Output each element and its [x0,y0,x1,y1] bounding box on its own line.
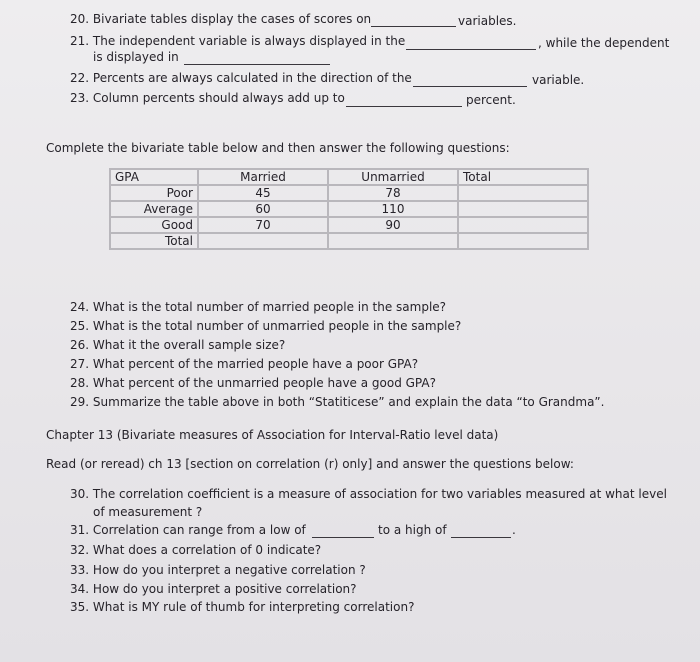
table-row [110,201,588,217]
header-total: Total [458,169,588,185]
question-text: What is the total number of unmarried people in the sample? [92,319,462,333]
question-number: 29. [70,395,90,409]
table-instruction: Complete the bivariate table below and then answer the following questions: [46,141,510,155]
question-number: 28. [70,376,90,390]
question-text: What is the total number of married people in the sample? [92,300,447,314]
question-33 [70,563,366,578]
header-married: Married [198,169,328,185]
question-number: 27. [70,357,90,371]
question-31-end: . [512,523,516,537]
unmarried-cell[interactable]: 90 [328,217,458,233]
question-text: The independent variable is always displayed in the [92,34,406,48]
question-31-mid: to a high of [378,523,447,537]
table-row [110,185,588,201]
bivariate-table [109,168,589,250]
question-number: 31. [70,523,90,537]
row-label: Good [110,217,198,233]
header-unmarried: Unmarried [328,169,458,185]
total-cell[interactable] [458,185,588,201]
question-text: What does a correlation of 0 indicate? [92,543,322,557]
question-number: 25. [70,319,90,333]
question-number: 26. [70,338,90,352]
question-text: Bivariate tables display the cases of scores on [92,12,372,26]
total-cell[interactable] [458,201,588,217]
question-27 [70,357,418,372]
unmarried-cell[interactable]: 110 [328,201,458,217]
row-label: Total [110,233,198,249]
question-number: 32. [70,543,90,557]
question-30 [70,487,667,502]
question-text: How do you interpret a positive correlation? [92,582,357,596]
question-number: 34. [70,582,90,596]
question-21 [70,34,405,49]
question-text: The correlation coefficient is a measure of association for two variables measured at what level [92,487,667,501]
question-21-line2: is displayed in [93,50,179,64]
question-20 [70,12,371,27]
question-32 [70,543,321,558]
question-text: Correlation can range from a low of [92,523,306,537]
question-31 [70,523,306,538]
chapter-heading: Chapter 13 (Bivariate measures of Association for Interval-Ratio level data) [46,428,499,442]
question-22-end: variable. [532,73,585,87]
married-cell[interactable]: 70 [198,217,328,233]
question-22 [70,71,412,86]
question-text: What is MY rule of thumb for interpreting correlation? [92,600,415,614]
question-23 [70,91,345,106]
answer-blank[interactable] [413,86,527,87]
question-23-end: percent. [466,93,516,107]
question-text: Summarize the table above in both “Statiticese” and explain the data “to Grandma”. [92,395,605,409]
answer-blank[interactable] [371,26,456,27]
question-34 [70,582,357,597]
question-text: What it the overall sample size? [92,338,286,352]
question-text: Percents are always calculated in the direction of the [92,71,412,85]
table-header-row [110,169,588,185]
question-21-end: , while the dependent [538,36,670,50]
question-number: 23. [70,91,90,105]
question-text: What percent of the married people have a poor GPA? [92,357,419,371]
total-cell[interactable] [458,217,588,233]
row-label: Poor [110,185,198,201]
answer-blank-high[interactable] [451,537,511,538]
married-cell[interactable] [198,233,328,249]
unmarried-cell[interactable] [328,233,458,249]
question-text: Column percents should always add up to [92,91,345,105]
reading-instruction: Read (or reread) ch 13 [section on correlation (r) only] and answer the questions below: [46,457,574,471]
question-number: 35. [70,600,90,614]
question-number: 30. [70,487,90,501]
answer-blank[interactable] [184,64,330,65]
question-text: What percent of the unmarried people have a good GPA? [92,376,436,390]
question-number: 20. [70,12,90,26]
question-29 [70,395,604,410]
question-30-line2: of measurement ? [93,505,203,519]
question-number: 21. [70,34,90,48]
question-text: How do you interpret a negative correlation ? [92,563,366,577]
question-number: 24. [70,300,90,314]
table-row [110,233,588,249]
unmarried-cell[interactable]: 78 [328,185,458,201]
total-cell[interactable] [458,233,588,249]
question-25 [70,319,461,334]
answer-blank-low[interactable] [312,537,374,538]
answer-blank[interactable] [346,106,462,107]
table-row [110,217,588,233]
header-gpa: GPA [110,169,198,185]
question-35 [70,600,414,615]
married-cell[interactable]: 45 [198,185,328,201]
question-number: 22. [70,71,90,85]
answer-blank[interactable] [406,49,536,50]
question-number: 33. [70,563,90,577]
question-26 [70,338,285,353]
question-20-end: variables. [458,14,517,28]
married-cell[interactable]: 60 [198,201,328,217]
question-24 [70,300,446,315]
question-28 [70,376,436,391]
row-label: Average [110,201,198,217]
